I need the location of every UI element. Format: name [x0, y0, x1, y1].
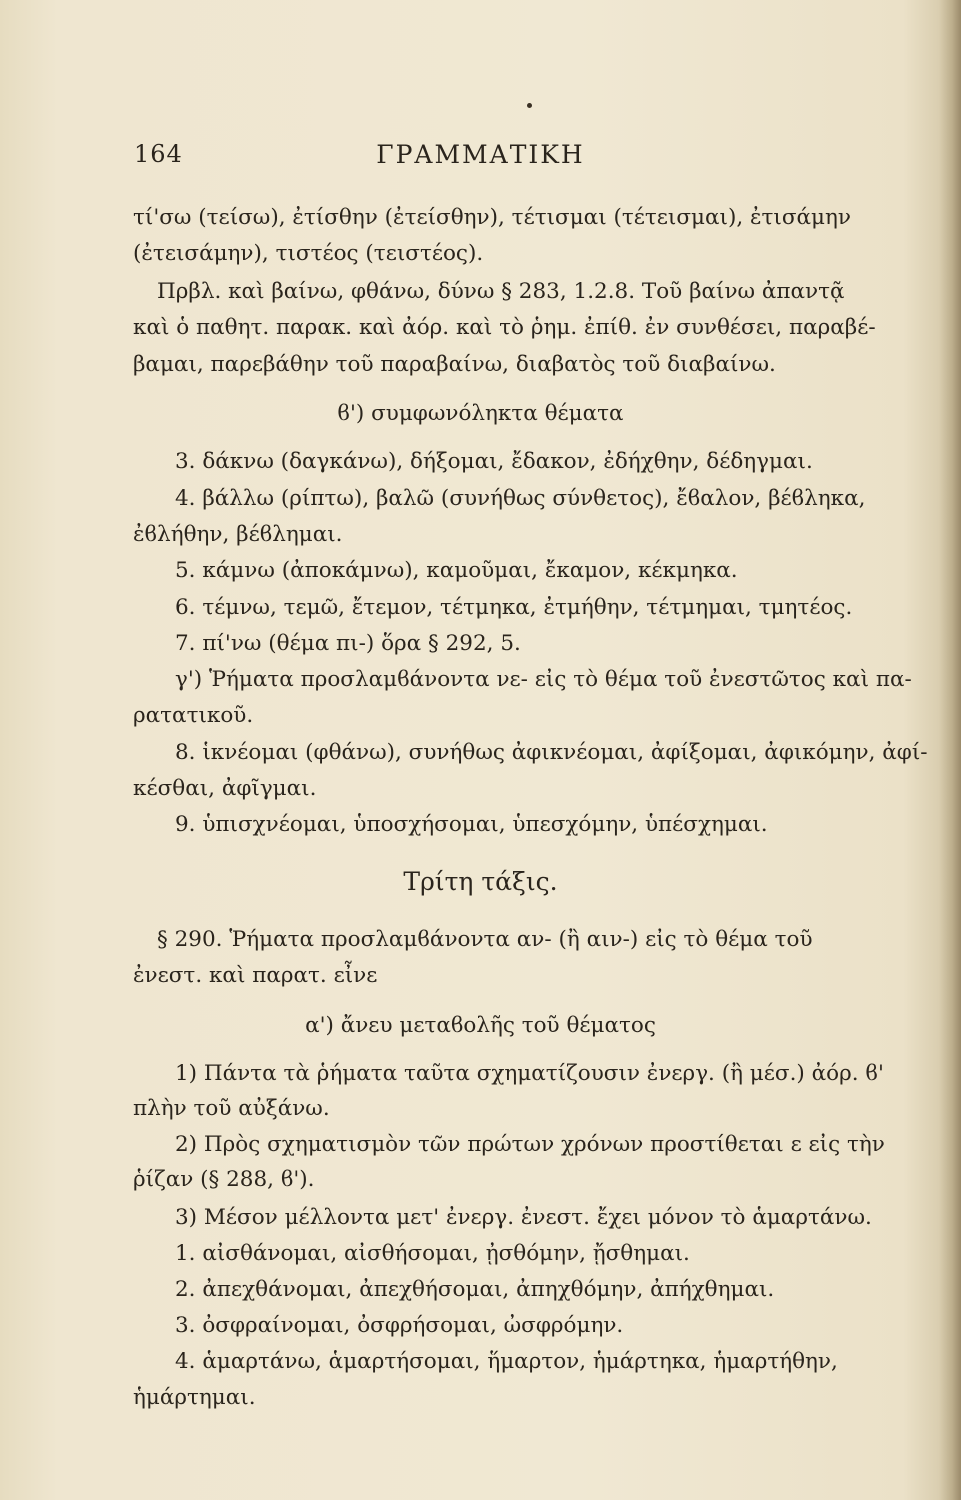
text-line: 1. αἰσθάνομαι, αἰσθήσομαι, ᾐσθόμην, ᾔσθημαι. [175, 1241, 690, 1266]
page-edge-shadow [939, 0, 961, 1500]
text-line: 2) Πρὸς σχηματισμὸν τῶν πρώτων χρόνων προστίθεται ε εἰς τὴν [175, 1132, 885, 1157]
text-line: ἐϐλήθην, βέϐλημαι. [133, 522, 343, 547]
text-line: πλὴν τοῦ αὐξάνω. [133, 1096, 330, 1121]
text-line: (ἐτεισάμην), τιστέος (τειστέος). [133, 241, 484, 266]
text-line: ῥίζαν (§ 288, ϐ'). [133, 1167, 315, 1192]
text-line: 6. τέμνω, τεμῶ, ἔτεμον, τέτμηκα, ἐτμήθην, τέτμημαι, τμητέος. [175, 595, 853, 620]
page-header [0, 140, 961, 180]
text-line: βαμαι, παρεβάθην τοῦ παραβαίνω, διαβατὸς τοῦ διαβαίνω. [133, 352, 776, 377]
text-line: 3. δάκνω (δαγκάνω), δήξομαι, ἔδακον, ἐδήχθην, δέδηγμαι. [175, 449, 813, 474]
text-line: ρατατικοῦ. [133, 703, 254, 728]
text-line: § 290. Ῥήματα προσλαμϐάνοντα αν- (ἢ αιν-) εἰς τὸ θέμα τοῦ [157, 927, 813, 952]
section-heading: Τρίτη τάξις. [403, 867, 558, 896]
subsection-heading: α') ἄνευ μεταϐολῆς τοῦ θέματος [305, 1013, 656, 1038]
text-line: 4. ἁμαρτάνω, ἁμαρτήσομαι, ἥμαρτον, ἡμάρτηκα, ἡμαρτήθην, [175, 1349, 838, 1374]
text-line: 9. ὑπισχνέομαι, ὑποσχήσομαι, ὑπεσχόμην, ὑπέσχημαι. [175, 812, 768, 837]
text-line: Πρβλ. καὶ βαίνω, φθάνω, δύνω § 283, 1.2.8. Τοῦ βαίνω ἀπαντᾷ [157, 279, 845, 304]
text-line: τί'σω (τείσω), ἐτίσθην (ἐτείσθην), τέτισμαι (τέτεισμαι), ἐτισάμην [133, 205, 851, 230]
text-line: 5. κάμνω (ἀποκάμνω), καμοῦμαι, ἔκαμον, κέκμηκα. [175, 558, 738, 583]
text-line: 2. ἀπεχθάνομαι, ἀπεχθήσομαι, ἀπηχθόμην, ἀπήχθημαι. [175, 1277, 775, 1302]
text-line: ἐνεστ. καὶ παρατ. εἶνε [133, 963, 378, 988]
text-line: 7. πί'νω (θέμα πι-) ὅρα § 292, 5. [175, 631, 521, 656]
section-heading: ϐ') συμφωνόληκτα θέματα [337, 401, 624, 426]
text-line: 4. βάλλω (ρίπτω), βαλῶ (συνήθως σύνθετος), ἔϐαλον, βέϐληκα, [175, 486, 866, 511]
text-line: 3. ὀσφραίνομαι, ὀσφρήσομαι, ὠσφρόμην. [175, 1313, 624, 1338]
text-line: 3) Μέσον μέλλοντα μετ' ἐνεργ. ἐνεστ. ἔχει μόνον τὸ ἁμαρτάνω. [175, 1205, 872, 1230]
text-line: κέσθαι, ἀφῖγμαι. [133, 776, 317, 801]
ink-dot [527, 103, 532, 108]
text-line: ἡμάρτημαι. [133, 1385, 256, 1410]
text-line: γ') Ῥήματα προσλαμϐάνοντα νε- εἰς τὸ θέμα τοῦ ἐνεστῶτος καὶ πα- [175, 667, 912, 692]
text-line: καὶ ὁ παθητ. παρακ. καὶ ἀόρ. καὶ τὸ ῥημ. ἐπίθ. ἐν συνθέσει, παραβέ- [133, 315, 876, 340]
running-title: ΓΡΑΜΜΑΤΙΚΗ [376, 140, 585, 169]
page-number: 164 [134, 140, 183, 168]
text-line: 8. ἱκνέομαι (φθάνω), συνήθως ἀφικνέομαι, ἀφίξομαι, ἀφικόμην, ἀφί- [175, 740, 928, 765]
text-line: 1) Πάντα τὰ ῥήματα ταῦτα σχηματίζουσιν ἐνεργ. (ἢ μέσ.) ἀόρ. ϐ' [175, 1061, 884, 1086]
